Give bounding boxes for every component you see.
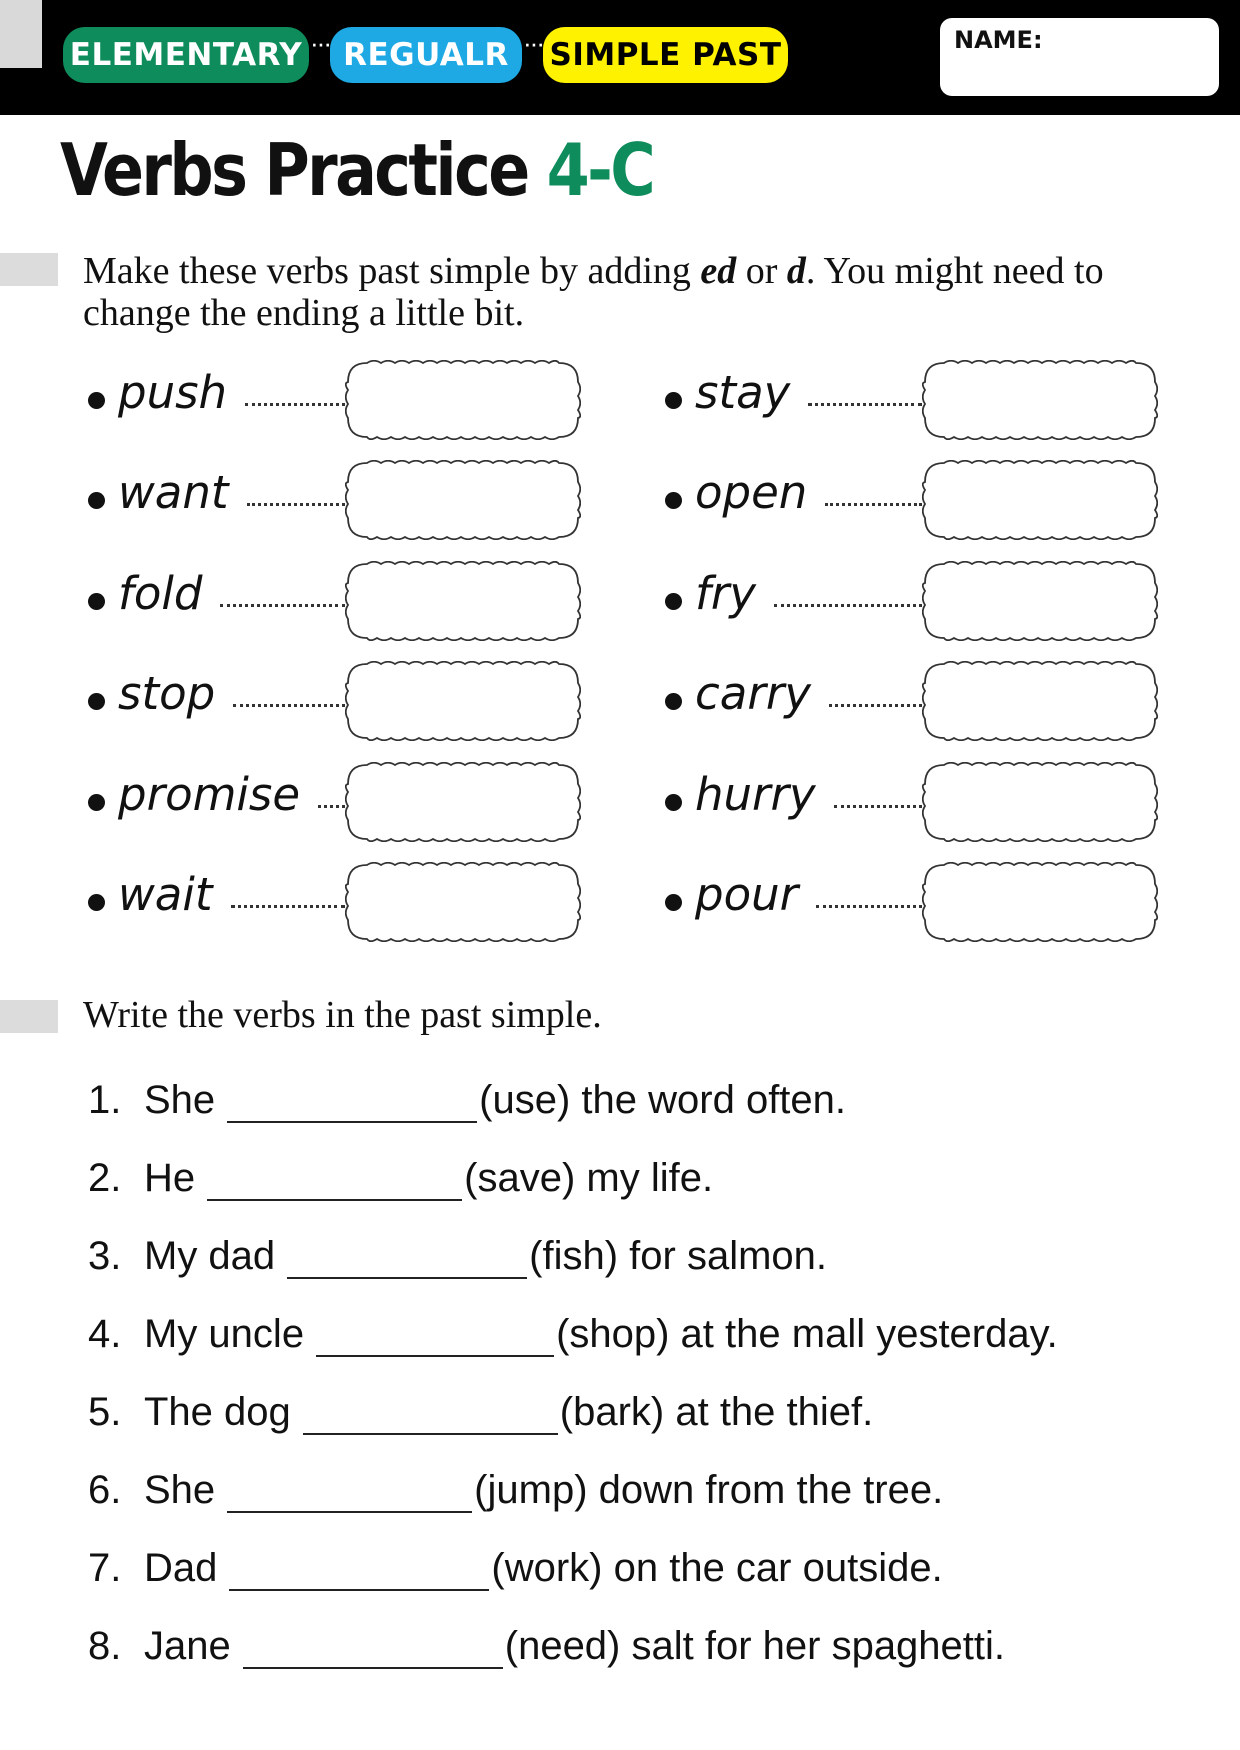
sentence-subject: She [144, 1468, 216, 1512]
bullet-icon [665, 392, 682, 409]
answer-box-outline [923, 863, 1157, 941]
sentence-number: 8. [88, 1624, 122, 1668]
verb-word: push [118, 366, 228, 419]
sentence-item [88, 1546, 943, 1596]
sentence-hint: (fish) for salmon. [529, 1234, 828, 1278]
answer-blank[interactable] [229, 1553, 489, 1591]
corner-tab [0, 0, 42, 68]
answer-blank[interactable] [243, 1631, 503, 1669]
sentence-number: 4. [88, 1312, 122, 1356]
sentence-item [88, 1390, 873, 1440]
sentence-hint: (jump) down from the tree. [474, 1468, 944, 1512]
sentence-item [88, 1234, 827, 1284]
section-marker [0, 253, 58, 286]
sentence-item [88, 1156, 713, 1206]
answer-blank[interactable] [316, 1319, 554, 1357]
verb-word: promise [118, 768, 301, 821]
answer-box[interactable] [922, 561, 1158, 641]
dotted-leader [233, 704, 345, 707]
answer-box-outline [346, 361, 580, 439]
answer-box-outline [346, 763, 580, 841]
sentence-item [88, 1078, 846, 1128]
dotted-leader [231, 905, 345, 908]
sentence-number: 2. [88, 1156, 122, 1200]
verb-item [88, 862, 581, 942]
bullet-icon [88, 794, 105, 811]
sentence-item [88, 1468, 943, 1518]
answer-box[interactable] [345, 661, 581, 741]
section2-instruction: Write the verbs in the past simple. [83, 994, 602, 1036]
answer-box[interactable] [922, 460, 1158, 540]
sentence-number: 3. [88, 1234, 122, 1278]
answer-box[interactable] [345, 460, 581, 540]
verb-item [88, 460, 581, 540]
sentence-subject: She [144, 1078, 216, 1122]
verb-item [88, 661, 581, 741]
sentence-number: 7. [88, 1546, 122, 1590]
answer-box[interactable] [345, 762, 581, 842]
dotted-leader [774, 604, 922, 607]
sentence-number: 6. [88, 1468, 122, 1512]
verb-word: hurry [695, 768, 816, 821]
answer-box[interactable] [922, 762, 1158, 842]
verb-item [88, 561, 581, 641]
verb-word: fry [695, 567, 756, 620]
sentence-hint: (bark) at the thief. [559, 1390, 874, 1434]
answer-box-outline [923, 461, 1157, 539]
answer-box[interactable] [345, 360, 581, 440]
sentence-item [88, 1312, 1058, 1362]
verb-word: fold [118, 567, 203, 620]
verb-item [665, 561, 1158, 641]
sentence-subject: The dog [144, 1390, 291, 1434]
verb-word: open [695, 466, 808, 519]
bullet-icon [665, 593, 682, 610]
sentence-item [88, 1624, 1005, 1674]
bullet-icon [665, 693, 682, 710]
connector-dots: ··· [523, 28, 543, 58]
verb-word: carry [695, 667, 811, 720]
dotted-leader [834, 805, 922, 808]
sentence-hint: (need) salt for her spaghetti. [504, 1624, 1006, 1668]
dotted-leader [245, 403, 345, 406]
verb-item [665, 360, 1158, 440]
title-main: Verbs Practice [60, 128, 528, 212]
sentence-hint: (work) on the car outside. [491, 1546, 943, 1590]
dotted-leader [318, 805, 345, 808]
level-pill-elementary: ELEMENTARY [63, 27, 309, 83]
bullet-icon [665, 794, 682, 811]
section1-instruction: Make these verbs past simple by adding ed or d. You might need to change the ending a little bit. [83, 250, 1104, 334]
answer-box[interactable] [922, 360, 1158, 440]
name-field[interactable] [940, 18, 1219, 96]
answer-blank[interactable] [287, 1241, 527, 1279]
bullet-icon [88, 593, 105, 610]
answer-blank[interactable] [303, 1397, 558, 1435]
sentence-hint: (shop) at the mall yesterday. [556, 1312, 1058, 1356]
verb-item [665, 661, 1158, 741]
answer-blank[interactable] [207, 1163, 462, 1201]
bullet-icon [88, 693, 105, 710]
sentence-number: 1. [88, 1078, 122, 1122]
answer-box-outline [346, 562, 580, 640]
verb-word: pour [695, 868, 799, 921]
dotted-leader [829, 704, 922, 707]
dotted-leader [220, 604, 345, 607]
connector-dots: ··· [310, 28, 330, 58]
verb-word: stop [118, 667, 216, 720]
level-pill-regular: REGUALR [330, 27, 522, 83]
answer-blank[interactable] [227, 1475, 472, 1513]
sentence-subject: My uncle [144, 1312, 305, 1356]
bullet-icon [88, 492, 105, 509]
name-label: NAME: [954, 26, 1043, 54]
answer-box[interactable] [345, 862, 581, 942]
level-pill-simple-past: SIMPLE PAST [543, 27, 788, 83]
dotted-leader [825, 503, 922, 506]
answer-box[interactable] [922, 862, 1158, 942]
answer-box-outline [923, 361, 1157, 439]
dotted-leader [808, 403, 922, 406]
verb-item [88, 360, 581, 440]
sentence-subject: He [144, 1156, 196, 1200]
verb-item [665, 862, 1158, 942]
bullet-icon [665, 492, 682, 509]
verb-item [665, 762, 1158, 842]
answer-box[interactable] [922, 661, 1158, 741]
answer-box-outline [923, 562, 1157, 640]
sentence-hint: (use) the word often. [479, 1078, 847, 1122]
bullet-icon [665, 894, 682, 911]
verb-word: stay [695, 366, 791, 419]
sentence-number: 5. [88, 1390, 122, 1434]
section-marker [0, 1000, 58, 1033]
verb-item [88, 762, 581, 842]
verb-item [665, 460, 1158, 540]
answer-box-outline [346, 863, 580, 941]
bullet-icon [88, 894, 105, 911]
page-title [60, 128, 653, 212]
answer-box-outline [923, 662, 1157, 740]
dotted-leader [816, 905, 922, 908]
sentence-hint: (save) my life. [464, 1156, 714, 1200]
sentence-subject: My dad [144, 1234, 276, 1278]
sentence-subject: Dad [144, 1546, 218, 1590]
bullet-icon [88, 392, 105, 409]
header-bar [0, 0, 1240, 115]
verb-word: wait [118, 868, 213, 921]
answer-box-outline [346, 461, 580, 539]
answer-box-outline [346, 662, 580, 740]
answer-box-outline [923, 763, 1157, 841]
title-code: 4-C [546, 128, 654, 212]
sentence-subject: Jane [144, 1624, 231, 1668]
verb-word: want [118, 466, 229, 519]
dotted-leader [247, 503, 345, 506]
answer-box[interactable] [345, 561, 581, 641]
answer-blank[interactable] [227, 1085, 477, 1123]
